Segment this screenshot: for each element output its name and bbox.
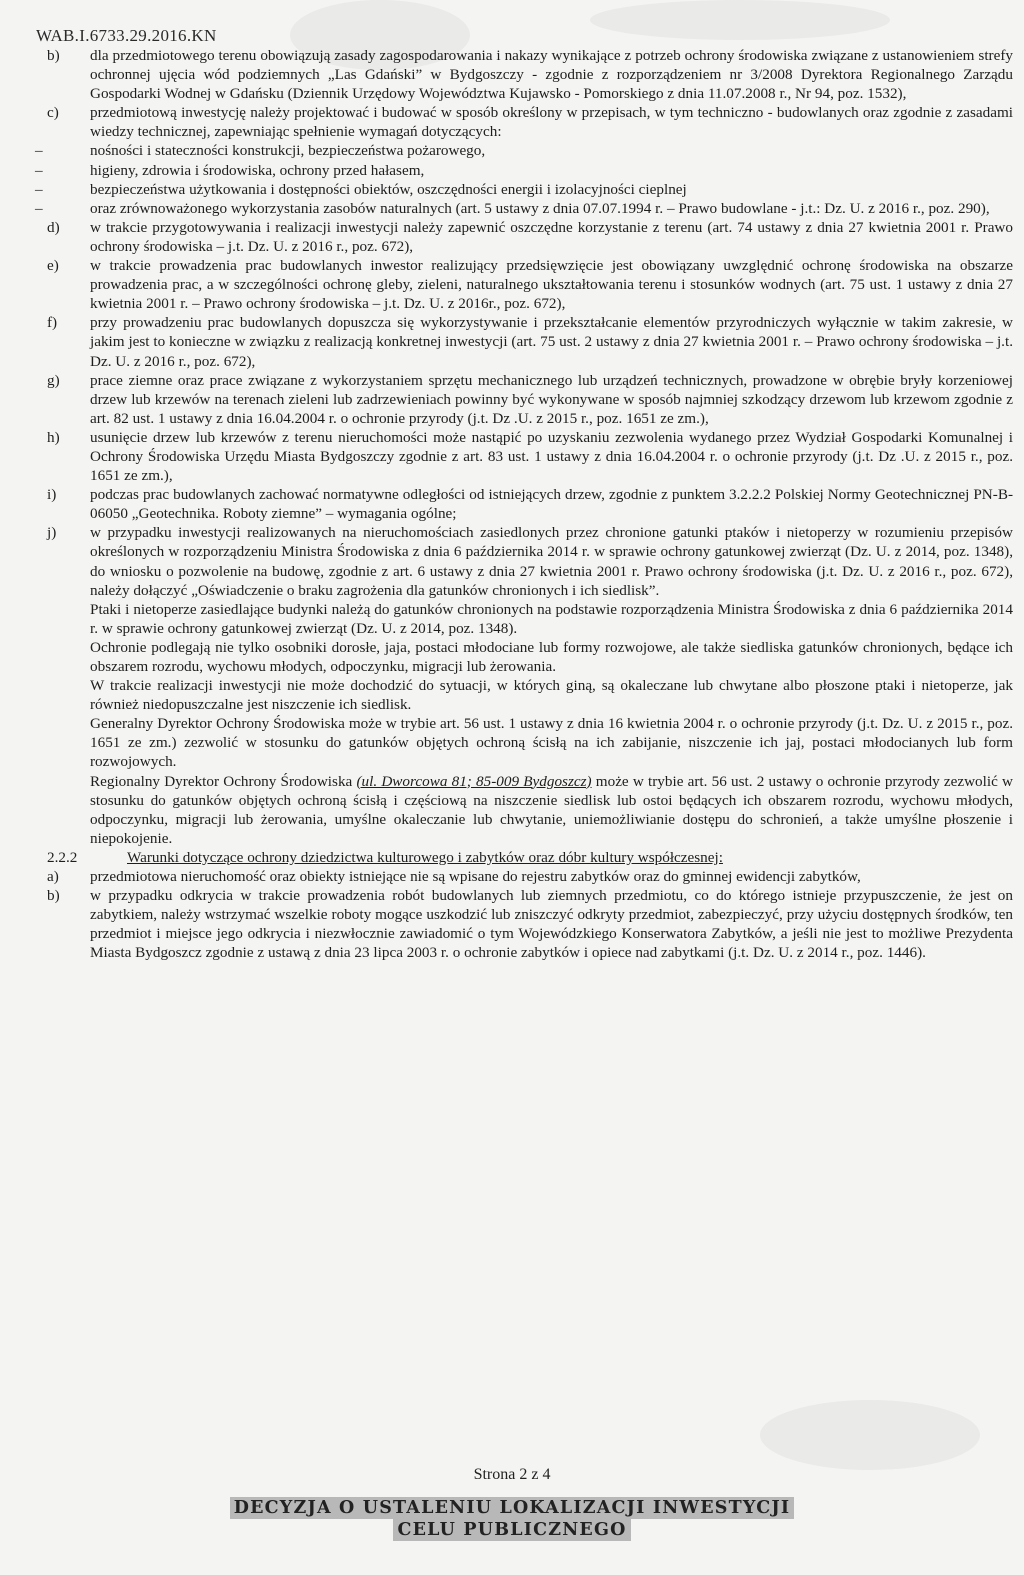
paragraph-text: może w trybie art. 56 ust. 2 ustawy o ochronie przyrody zezwolić w stosunku do gatunków objętych ochroną ścisłą i częściową na niszczenie siedlisk lub ostoi będących ich obszarem rozrodu, wychowu młodych, odpoczynku, migracji lub żerowania, umyślne okaleczanie lub chwytanie, uniemożliwianie dostępu do schronień, a także umyślne płoszenie i niepokojenie. — [90, 772, 1013, 847]
section-item-a — [47, 867, 1013, 886]
list-marker: a) — [47, 868, 59, 886]
list-item-d — [47, 218, 1013, 256]
dash-marker: – — [35, 199, 43, 217]
dash-item — [35, 180, 1013, 199]
rdos-address: (ul. Dworcowa 81; 85-009 Bydgoszcz) — [356, 772, 592, 790]
list-marker: h) — [47, 428, 60, 446]
document-body — [35, 46, 1013, 963]
paragraph-text: Generalny Dyrektor Ochrony Środowiska może w trybie art. 56 ust. 1 ustawy z dnia 16 kwietnia 2004 r. o ochronie przyrody (j.t. Dz. U. z 2015 r., poz. 1651 ze zm.) zezwolić w stosunku do gatunków objętych ochroną ścisłą na ich zabijanie, niszczenie ich jaj, postaci młodocianych lub form rozwojowych. — [90, 715, 1013, 771]
list-marker: b) — [47, 47, 60, 64]
list-marker: g) — [47, 371, 60, 389]
banner-line-1: DECYZJA O USTALENIU LOKALIZACJI INWESTYCJI — [230, 1497, 795, 1519]
list-item-b — [47, 46, 1013, 103]
list-marker: d) — [47, 218, 60, 236]
banner-line-2: CELU PUBLICZNEGO — [393, 1519, 630, 1541]
paragraph — [90, 714, 1013, 771]
dash-item-text: oraz zrównoważonego wykorzystania zasobów naturalnych (art. 5 ustawy z dnia 07.07.1994 r. – Prawo budowlane - j.t.: Dz. U. z 2016 r., poz. 290), — [90, 199, 990, 217]
paragraph-text: Regionalny Dyrektor Ochrony Środowiska — [90, 772, 357, 790]
list-item-text: przedmiotowa nieruchomość oraz obiekty istniejące nie są wpisane do rejestru zabytków oraz do gminnej ewidencji zabytków, — [90, 868, 861, 886]
dash-item — [35, 141, 1013, 160]
list-marker: f) — [47, 314, 58, 332]
paragraph: W trakcie realizacji inwestycji nie może dochodzić do sytuacji, w których giną, są okaleczane lub chwytane albo płoszone ptaki i nietoperze, jak również niedopuszczalne jest niszczenie ich siedlisk. — [90, 677, 1013, 714]
list-item-i — [47, 485, 1013, 523]
dash-item-text: nośności i stateczności konstrukcji, bezpieczeństwa pożarowego, — [90, 142, 486, 160]
list-item-text: podczas prac budowlanych zachować normatywne odległości od istniejących drzew, zgodnie z punktem 3.2.2.2 Polskiej Normy Geotechnicznej PN-B-06050 „Geotechnika. Roboty ziemne” – wymagania ogólne; — [90, 486, 1013, 523]
list-item-g — [47, 371, 1013, 428]
list-item-h — [47, 428, 1013, 485]
list-item-text: prace ziemne oraz prace związane z wykorzystaniem sprzętu mechanicznego lub urządzeń technicznych, prowadzone w obrębie bryły korzeniowej drzew lub krzewów na terenach zieleni lub zadrzewieniach powinny być wykonywane w sposób najmniej szkodzący drzewom lub krzewom zgodnie z art. 82 ust. 1 ustawy z dnia 16.04.2004 r. o ochronie przyrody (j.t. Dz .U. z 2015 r., poz. 1651 ze zm.), — [90, 371, 1013, 427]
list-item-text: przy prowadzeniu prac budowlanych dopuszcza się wykorzystywanie i przekształcanie elementów przyrodniczych wyłącznie w takim zakresie, w jakim jest to konieczne w związku z realizacją konkretnej inwestycji (art. 75 ust. 2 ustawy z dnia 27 kwietnia 2001 r. – Prawo ochrony środowiska – j.t. Dz. U. z 2016 r., poz. 672), — [90, 314, 1013, 370]
decision-title-banner — [0, 1497, 1024, 1541]
list-item-text: w przypadku inwestycji realizowanych na nieruchomościach zasiedlonych przez chronione gatunki ptaków i nietoperzy w rozumieniu przepisów określonych w rozporządzeniu Ministra Środowiska z dnia 6 października 2014 r. w sprawie ochrony gatunkowej zwierząt (Dz. U. z 2014, poz. 1348), do wniosku o pozwolenie na budowę, zgodnie z art. 6 ustawy z dnia 27 kwietnia 2001 r. Prawo ochrony środowiska (j.t. Dz. U. z 2016 r., poz. 672), należy dołączyć „Oświadczenie o braku zagrożenia dla gatunków chronionych i ich siedlisk”. — [90, 524, 1013, 599]
paragraph-rdos — [90, 772, 1013, 848]
list-item-text: usunięcie drzew lub krzewów z terenu nieruchomości może nastąpić po uzyskaniu zezwolenia wydanego przez Wydział Gospodarki Komunalnej i Ochrony Środowiska Urzędu Miasta Bydgoszczy zgodnie z art. 83 ust. 1 ustawy z dnia 16.04.2004 r. o ochronie przyrody (j.t. Dz .U. z 2015 r., poz. 1651 ze zm.), — [90, 428, 1013, 485]
dash-item — [35, 161, 1013, 180]
list-marker: i) — [47, 486, 57, 504]
list-item-text: w przypadku odkrycia w trakcie prowadzenia robót budowlanych lub ziemnych przedmiotu, co do którego istnieje przypuszczenie, że jest on zabytkiem, należy wstrzymać wszelkie roboty mogące uszkodzić lub zniszczyć odkryty przedmiot, zabezpieczyć, przy użyciu dostępnych środków, ten przedmiot i miejsce jego odkrycia i niezwłocznie zawiadomić o tym Wojewódzkiego Konserwatora Zabytków, a jeśli nie jest to możliwe Prezydenta Miasta Bydgoszcz zgodnie z ustawą z dnia 23 lipca 2003 r. o ochronie zabytków i opiece nad zabytkami (j.t. Dz. U. z 2014 r., poz. 1446). — [90, 887, 1013, 962]
dash-marker: – — [35, 161, 43, 179]
list-item-f — [47, 313, 1013, 370]
page-number: Strona 2 z 4 — [473, 1466, 551, 1483]
section-title: Warunki dotyczące ochrony dziedzictwa kulturowego i zabytków oraz dóbr kultury współczesnej: — [127, 848, 723, 866]
section-item-b — [47, 886, 1013, 962]
dash-item — [35, 199, 1013, 218]
dash-item-text: higieny, zdrowia i środowiska, ochrony przed hałasem, — [90, 161, 425, 179]
dash-marker: – — [35, 180, 43, 198]
dash-item-text: bezpieczeństwa użytkowania i dostępności obiektów, oszczędności energii i izolacyjności cieplnej — [90, 180, 687, 198]
stamp-smudge — [760, 1400, 980, 1470]
list-item-text: w trakcie przygotowywania i realizacji inwestycji należy zapewnić oszczędne korzystanie z terenu (art. 74 ustawy z dnia 27 kwietnia 2001 r. Prawo ochrony środowiska – j.t. Dz. U. z 2016 r., poz. 672), — [90, 218, 1013, 255]
list-item-text: w trakcie prowadzenia prac budowlanych inwestor realizujący przedsięwzięcie jest obowiązany uwzględnić ochronę środowiska na obszarze prowadzenia prac, a w szczególności ochronę gleby, zieleni, naturalnego ukształtowania terenu i stosunków wodnych (art. 75 ust. 1 ustawy z dnia 27 kwietnia 2001 r. – Prawo ochrony środowiska – j.t. Dz. U. z 2016r., poz. 672), — [90, 257, 1013, 313]
list-marker: j) — [47, 524, 57, 542]
list-marker: c) — [47, 104, 59, 122]
list-marker: e) — [47, 257, 59, 275]
list-item-c — [47, 103, 1013, 141]
paragraph: Ochronie podlegają nie tylko osobniki dorosłe, jaja, postaci młodociane lub formy rozwojowe, ale także siedliska gatunków chronionych, będące ich obszarem rozrodu, wychowu młodych, odpoczynku, migracji lub żerowania. — [90, 638, 1013, 675]
section-heading — [47, 848, 1013, 867]
list-item-text: dla przedmiotowego terenu obowiązują zasady zagospodarowania i nakazy wynikające z potrzeb ochrony środowiska związane z ustanowieniem strefy ochronnej ujęcia wód podziemnych „Las Gdański” w Bydgoszczy - zgodnie z rozporządzeniem nr 3/2008 Dyrektora Regionalnego Zarządu Gospodarki Wodnej w Gdańsku (Dziennik Urzędowy Województwa Kujawsko - Pomorskiego z dnia 11.07.2008 r., Nr 94, poz. 1532), — [90, 47, 1013, 103]
document-reference-number: WAB.I.6733.29.2016.KN — [36, 26, 217, 45]
stamp-smudge — [590, 0, 890, 40]
list-item-e — [47, 256, 1013, 313]
dash-marker: – — [35, 142, 43, 160]
list-item-j — [47, 523, 1013, 599]
list-marker: b) — [47, 887, 60, 905]
list-item-text: przedmiotową inwestycję należy projektować i budować w sposób określony w przepisach, w tym techniczno - budowlanych oraz zgodnie z zasadami wiedzy technicznej, zapewniając spełnienie wymagań dotyczących: — [90, 104, 1013, 141]
section-number: 2.2.2 — [47, 848, 78, 866]
paragraph: Ptaki i nietoperze zasiedlające budynki należą do gatunków chronionych na podstawie rozporządzenia Ministra Środowiska z dnia 6 października 2014 r. w sprawie ochrony gatunkowej zwierząt (Dz. U. z 2014, poz. 1348). — [90, 600, 1013, 637]
